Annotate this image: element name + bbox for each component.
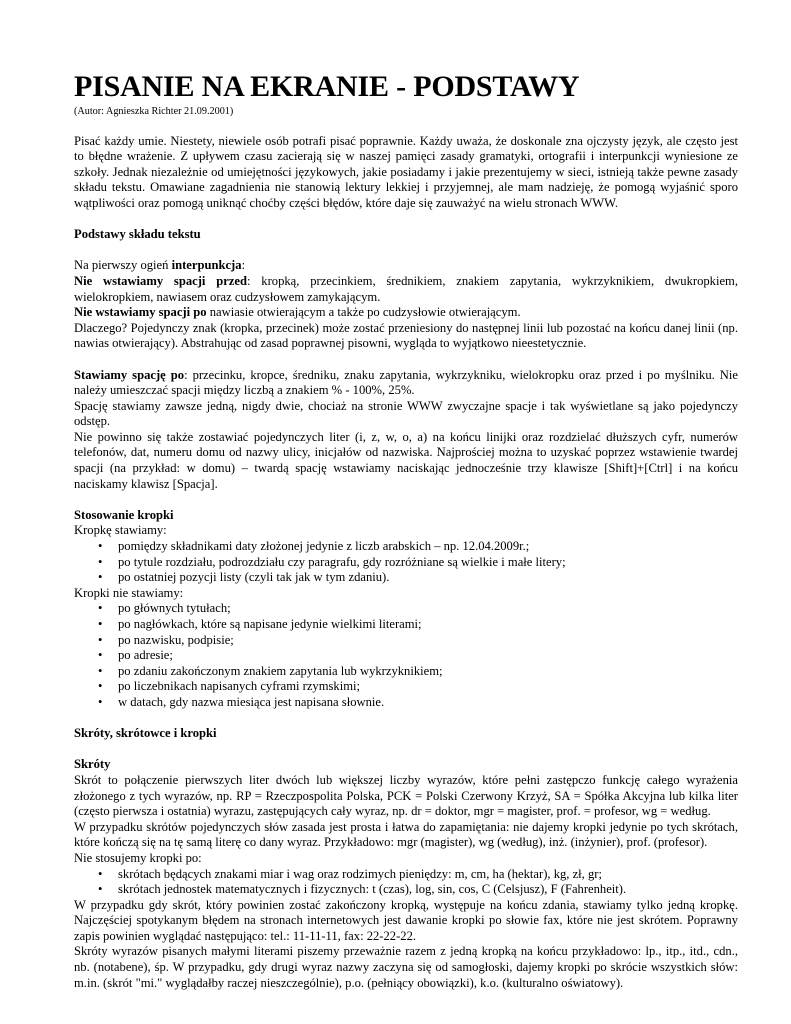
paragraph: Kropkę stawiamy: <box>74 523 167 538</box>
paragraph: W przypadku gdy skrót, który powinien zostać zakończony kropką, występuje na końcu zdania, stawiamy tylko jedną kropkę. Najczęściej spotykanym błędem na stronach internetowych jest dawanie kropki po słowie fax, które nie jest skrótem. Poprawny zapis powinien wyglądać następująco: tel.: 11-11-11, fax: 22-22-22. <box>74 897 738 943</box>
list-item: • po głównych tytułach; <box>74 601 738 617</box>
section-heading-podstawy: Podstawy składu tekstu <box>74 227 201 242</box>
paragraph: Skróty wyrazów pisanych małymi literami piszemy przeważnie razem z jedną kropką na końcu przykładowo: lp., itp., itd., cdn., nb. (notabene), śp. W przypadku, gdy drugi wyraz nazwy zaczyna się od samogłoski, dajemy kropki po skrócie wszystkich słów: m.in. (skrót "mi." wyglądałby raczej nieszczególnie), p.o. (pełniący obowiązki), k.o. (kulturalno oświatowy). <box>74 944 738 990</box>
bullet-list <box>74 601 738 710</box>
paragraph: Nie wstawiamy spacji po nawiasie otwierającym a także po cudzysłowie otwierającym. <box>74 305 521 320</box>
bullet-list <box>74 867 738 898</box>
paragraph: Nie powinno się także zostawiać pojedynczych liter (i, z, w, o, a) na końcu linijki oraz rozdzielać dłuższych cyfr, numerów telefonów, dat, numeru domu od nazwy ulicy, inicjałów od nazwiska. Najprościej można to uzyskać poprzez wstawienie twardej spacji (na przykład: w domu) – twardą spację wstawiamy naciskając jednocześnie trzy klawisze [Shift]+[Ctrl] i na końcu naciskamy klawisz [Spacja]. <box>74 429 738 491</box>
paragraph: Nie wstawiamy spacji przed: kropką, przecinkiem, średnikiem, znakiem zapytania, wykrzyknikiem, dwukropkiem, wielokropkiem, nawiasem oraz cudzysłowem zamykającym. <box>74 273 739 304</box>
list-item: • po nazwisku, podpisie; <box>74 633 738 649</box>
author-line: (Autor: Agnieszka Richter 21.09.2001) <box>74 106 234 117</box>
bullet-list <box>74 539 738 586</box>
paragraph: Nie stosujemy kropki po: <box>74 850 202 865</box>
subheading-skroty: Skróty <box>74 757 111 772</box>
document-title: PISANIE NA EKRANIE - PODSTAWY <box>74 70 580 103</box>
list-item: • po nagłówkach, które są napisane jedynie wielkimi literami; <box>74 617 738 633</box>
list-item: • skrótach jednostek matematycznych i fizycznych: t (czas), log, sin, cos, C (Celsjusz), F (Fahrenheit). <box>74 882 738 898</box>
list-item: • po ostatniej pozycji listy (czyli tak jak w tym zdaniu). <box>74 570 738 586</box>
paragraph: Dlaczego? Pojedynczy znak (kropka, przecinek) może zostać przeniesiony do następnej linii lub pozostać na końcu danej linii (np. nawias otwierający). Abstrahując od zasad poprawnej pisowni, wygląda to wyjątkowo nieestetycznie. <box>74 320 738 351</box>
section-heading-skroty: Skróty, skrótowce i kropki <box>74 726 217 741</box>
list-item: • po zdaniu zakończonym znakiem zapytania lub wykrzyknikiem; <box>74 664 738 680</box>
document-page <box>74 70 738 991</box>
list-item: • w datach, gdy nazwa miesiąca jest napisana słownie. <box>74 695 738 711</box>
section-heading-kropka: Stosowanie kropki <box>74 507 174 522</box>
paragraph: Skrót to połączenie pierwszych liter dwóch lub większej liczby wyrazów, które pełni zastępczo funkcję całego wyrażenia złożonego z tych wyrazów, np. RP = Rzeczpospolita Polska, PCK = Polski Czerwony Krzyż, SA = Spółka Akcyjna lub kilka liter (często pierwsza i ostatnia) wyrazu, zastępujących cały wyraz, np. dr = doktor, mgr = magister, prof. = profesor, wg = według. <box>74 772 738 819</box>
paragraph: Spację stawiamy zawsze jedną, nigdy dwie, chociaż na stronie WWW zwyczajne spacje i tak wyświetlane są jako pojedynczy odstęp. <box>74 398 738 429</box>
paragraph: Stawiamy spację po: przecinku, kropce, średniku, znaku zapytania, wykrzykniku, wielokropku oraz przed i po myślniku. Nie należy umieszczać spacji między liczbą a znakiem % - 100%, 25%. <box>74 367 738 398</box>
paragraph: Kropki nie stawiamy: <box>74 585 184 600</box>
list-item: • skrótach będących znakami miar i wag oraz rodzimych pieniędzy: m, cm, ha (hektar), kg, zł, gr; <box>74 867 738 883</box>
list-item: • po tytule rozdziału, podrozdziału czy paragrafu, gdy rozróżniane są wielkie i małe litery; <box>74 555 738 571</box>
intro-paragraph: Pisać każdy umie. Niestety, niewiele osób potrafi pisać poprawnie. Każdy uważa, że doskonale zna ojczysty język, ale często jest to błędne wrażenie. Z upływem czasu zacierają się w naszej pamięci zasady gramatyki, ortografii i interpunkcji wyniesione ze szkoły. Jednak niezależnie od umiejętności językowych, jakie posiadamy i jakie prezentujemy w sieci, istnieją także pewne zasady składu tekstu. Omawiane zagadnienia nie stanowią lektury lekkiej i przyjemnej, ale mam nadzieję, że pomogą wyjaśnić sporo wątpliwości oraz pomogą uniknąć choćby części błędów, które daje się zauważyć na wielu stronach WWW. <box>74 133 738 210</box>
list-item: • po liczebnikach napisanych cyframi rzymskimi; <box>74 679 738 695</box>
list-item: • pomiędzy składnikami daty złożonej jedynie z liczb arabskich – np. 12.04.2009r.; <box>74 539 738 555</box>
paragraph: Na pierwszy ogień interpunkcja: <box>74 258 246 273</box>
paragraph: W przypadku skrótów pojedynczych słów zasada jest prosta i łatwa do zapamiętania: nie dajemy kropki jedynie po tych skrótach, które kończą się na tę samą literę co dany wyraz. Przykładowo: mgr (magister), wg (według), inż. (inżynier), prof. (profesor). <box>74 819 738 850</box>
list-item: • po adresie; <box>74 648 738 664</box>
